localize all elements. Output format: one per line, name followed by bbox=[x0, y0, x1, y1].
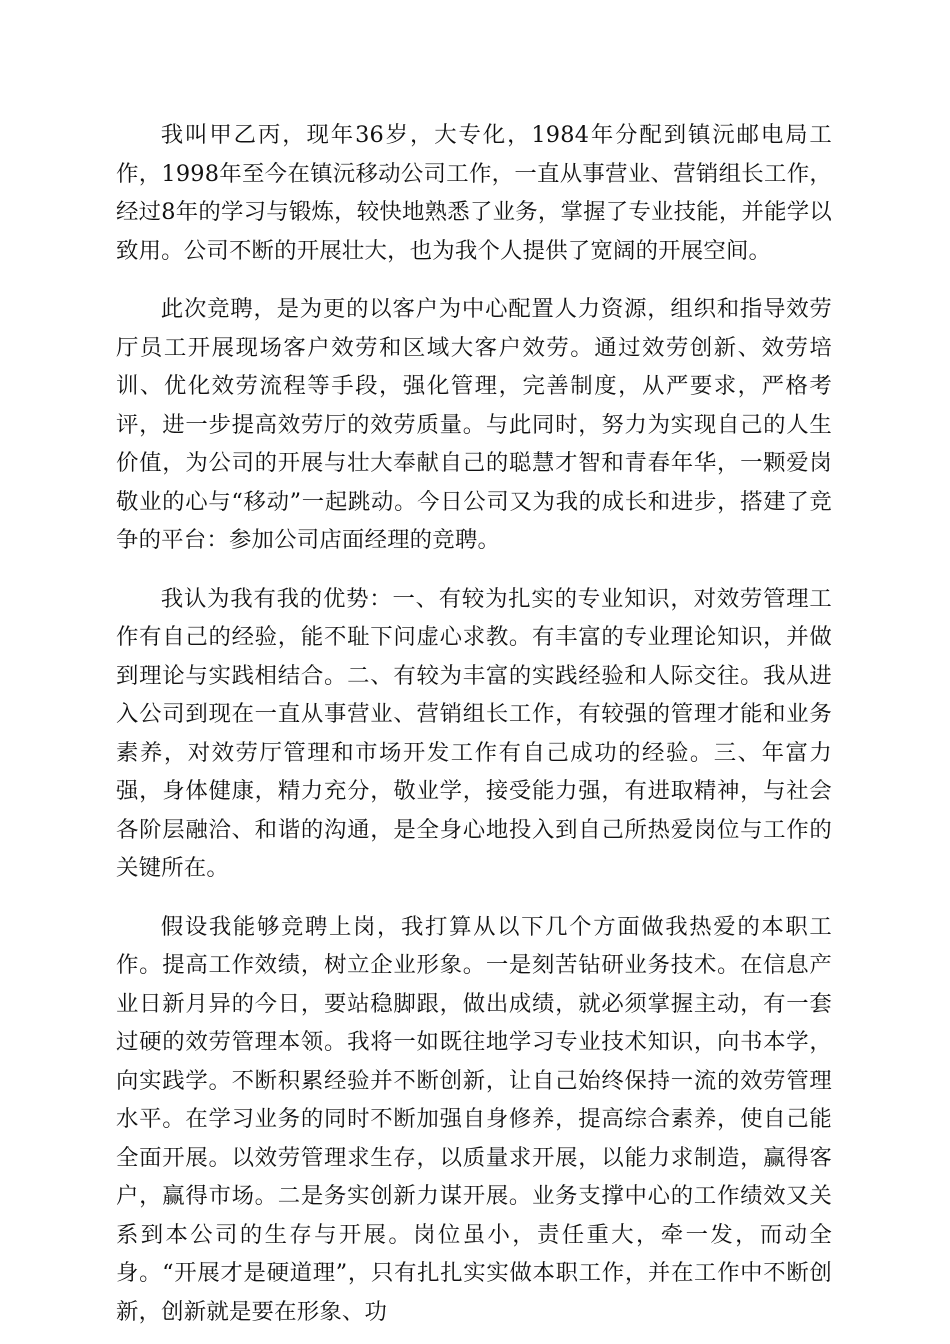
paragraph-plan: 假设我能够竞聘上岗，我打算从以下几个方面做我热爱的本职工作。提高工作效绩，树立企业形象。一是刻苦钻研业务技术。在信息产业日新月异的今日，要站稳脚跟，做出成绩，就必须掌握主动，有一套过硬的效劳管理本领。我将一如既往地学习专业技术知识，向书本学，向实践学。不断积累经验并不断创新，让自己始终保持一流的效劳管理水平。在学习业务的同时不断加强自身修养，提高综合素养，使自己能全面开展。以效劳管理求生存，以质量求开展，以能力求制造，赢得客户，赢得市场。二是务实创新力谋开展。业务支撑中心的工作绩效又关系到本公司的生存与开展。岗位虽小，责任重大，牵一发，而动全身。“开展才是硬道理”，只有扎扎实实做本职工作，并在工作中不断创新，创新就是要在形象、功 bbox=[116, 913, 832, 1325]
paragraph-advantages: 我认为我有我的优势：一、有较为扎实的专业知识，对效劳管理工作有自己的经验，能不耻下问虚心求教。有丰富的专业理论知识，并做到理论与实践相结合。二、有较为丰富的实践经验和人际交往。我从进入公司到现在一直从事营业、营销组长工作，有较强的管理才能和业务素养，对效劳厅管理和市场开发工作有自己成功的经验。三、年富力强，身体健康，精力充分，敬业学，接受能力强，有进取精神，与社会各阶层融洽、和谐的沟通，是全身心地投入到自己所热爱岗位与工作的关键所在。 bbox=[116, 585, 832, 881]
paragraph-background: 我叫甲乙丙，现年36岁，大专化，1984年分配到镇沅邮电局工作，1998年至今在镇沅移动公司工作，一直从事营业、营销组长工作，经过8年的学习与锻炼，较快地熟悉了业务，掌握了专业技能，并能学以致用。公司不断的开展壮大，也为我个人提供了宽阔的开展空间。 bbox=[116, 122, 832, 264]
document-page bbox=[116, 116, 832, 1331]
paragraph-purpose: 此次竞聘，是为更的以客户为中心配置人力资源，组织和指导效劳厅员工开展现场客户效劳和区域大客户效劳。通过效劳创新、效劳培训、优化效劳流程等手段，强化管理，完善制度，从严要求，严格考评，进一步提高效劳厅的效劳质量。与此同时，努力为实现自己的人生价值，为公司的开展与壮大奉献自己的聪慧才智和青春年华，一颗爱岗敬业的心与“移动”一起跳动。今日公司又为我的成长和进步，搭建了竞争的平台：参加公司店面经理的竞聘。 bbox=[116, 296, 832, 553]
